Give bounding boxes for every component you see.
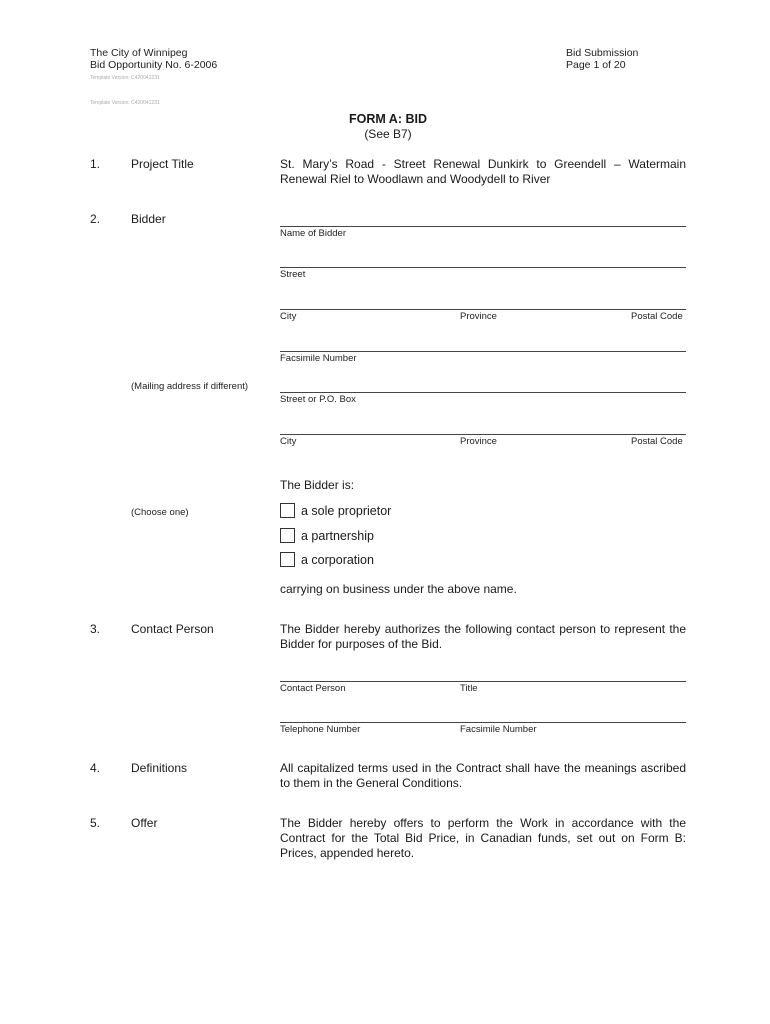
postal-code-label: Postal Code [631,311,683,322]
province-input[interactable] [460,294,610,308]
mailing-postal-code-input[interactable] [615,419,685,433]
section-3-label: Contact Person [131,622,214,636]
contact-person-input[interactable] [282,666,452,680]
contact-fax-input[interactable] [460,707,684,721]
bidder-name-line [280,226,686,227]
telephone-line [280,722,686,723]
contact-fax-label: Facsimile Number [460,724,537,735]
corporation-checkbox[interactable] [280,552,295,567]
form-subtitle: (See B7) [364,127,412,141]
contact-person-text: The Bidder hereby authorizes the following contact person to represent the Bidder for purposes of the Bid. [280,622,686,651]
header-bid-opportunity: Bid Opportunity No. 6-2006 [90,59,218,71]
sole-proprietor-checkbox[interactable] [280,503,295,518]
contact-title-input[interactable] [460,666,684,680]
fax-input[interactable] [282,336,682,350]
mailing-province-input[interactable] [460,419,610,433]
offer-text: The Bidder hereby offers to perform the Work in accordance with the Contract for the Total Bid Price, in Canadian funds, set out on Form B: Prices, appended hereto. [280,816,686,860]
section-1-number: 1. [90,157,101,171]
street-label: Street [280,269,306,280]
province-label: Province [460,311,497,322]
template-version-1: Template Version: C420041231 [90,75,160,81]
contact-person-label: Contact Person [280,683,346,694]
telephone-label: Telephone Number [280,724,361,735]
mailing-city-input[interactable] [282,419,452,433]
header-doc-type: Bid Submission [566,47,639,59]
header-page-number: Page 1 of 20 [566,59,626,71]
city-line [280,309,686,310]
mailing-street-line [280,392,686,393]
carrying-on-business-text: carrying on business under the above name. [280,582,517,596]
section-2-number: 2. [90,212,101,226]
city-input[interactable] [282,294,452,308]
mailing-city-line [280,434,686,435]
mailing-province-label: Province [460,436,497,447]
definitions-text: All capitalized terms used in the Contract shall have the meanings ascribed to them in the General Conditions. [280,761,686,790]
telephone-input[interactable] [282,707,452,721]
city-label: City [280,311,297,322]
street-line [280,267,686,268]
partnership-label: a partnership [301,529,374,543]
header-org: The City of Winnipeg [90,47,188,59]
project-title-text: St. Mary’s Road - Street Renewal Dunkirk to Greendell – Watermain Renewal Riel to Woodlawn and Woodydell to River [280,157,686,186]
section-4-number: 4. [90,761,101,775]
section-1-label: Project Title [131,157,194,171]
corporation-label: a corporation [301,553,374,567]
mailing-street-input[interactable] [282,377,682,391]
choose-one-note: (Choose one) [131,507,189,518]
sole-proprietor-label: a sole proprietor [301,504,392,518]
bidder-name-input[interactable] [282,211,682,225]
section-4-label: Definitions [131,761,188,775]
mailing-street-label: Street or P.O. Box [280,394,356,405]
form-title: FORM A: BID [349,112,427,126]
fax-line [280,351,686,352]
section-5-number: 5. [90,816,101,830]
section-2-label: Bidder [131,212,166,226]
bidder-name-label: Name of Bidder [280,228,347,239]
street-input[interactable] [282,252,682,266]
fax-label: Facsimile Number [280,353,357,364]
postal-code-input[interactable] [615,294,685,308]
contact-title-label: Title [460,683,478,694]
mailing-city-label: City [280,436,297,447]
template-version-2: Template Version: C420041231 [90,100,160,106]
section-3-number: 3. [90,622,101,636]
mailing-address-note: (Mailing address if different) [131,381,249,392]
bidder-is-label: The Bidder is: [280,478,355,492]
contact-person-line [280,681,686,682]
partnership-checkbox[interactable] [280,528,295,543]
mailing-postal-code-label: Postal Code [631,436,683,447]
section-5-label: Offer [131,816,158,830]
